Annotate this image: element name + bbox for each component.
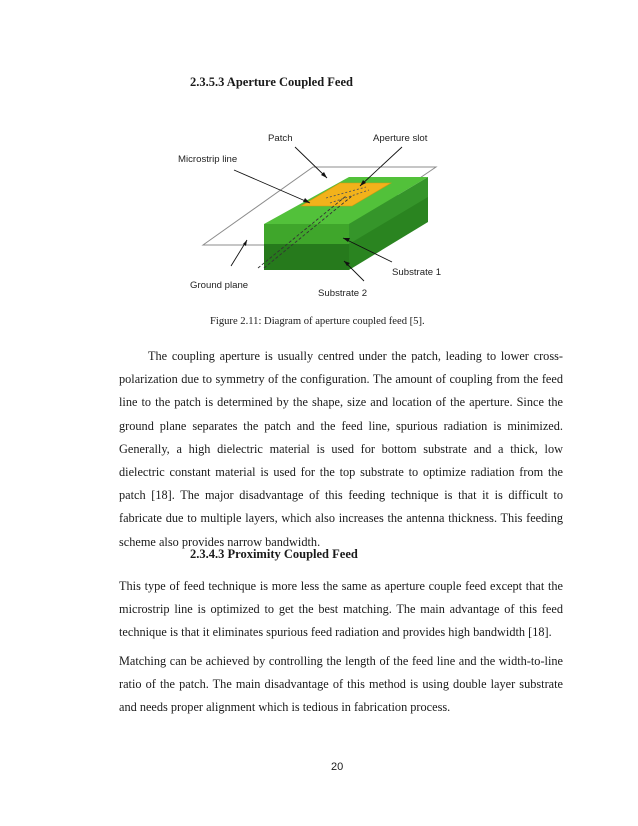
page-number: 20 <box>331 761 344 773</box>
label-ground-plane: Ground plane <box>190 280 249 291</box>
body-paragraph-1: The coupling aperture is usually centred under the patch, leading to lower cross-polarization due to symmetry of the configuration. The amount of coupling from the feed line to the patch is determined by the shape, size and location of the aperture. Since the ground plane separates the patch and the feed line, spurious radiation is minimized. Generally, a high dielectric material is used for bottom substrate and a thick, low dielectric constant material is used for the top substrate to optimize radiation from the patch [18]. The major disadvantage of this feeding technique is that it is difficult to fabricate due to multiple layers, which also increases the antenna thickness. This feeding scheme also provides narrow bandwidth. <box>119 349 563 549</box>
body-paragraph-2: This type of feed technique is more less the same as aperture couple feed except that the microstrip line is optimized to get the best matching. The main advantage of this feed technique is that it eliminates spurious feed radiation and provides high bandwidth [18]. <box>119 579 563 640</box>
label-aperture-slot: Aperture slot <box>373 133 428 144</box>
label-microstrip-line: Microstrip line <box>178 154 238 165</box>
subsection-heading: 2.3.4.3 Proximity Coupled Feed <box>190 547 358 561</box>
label-patch: Patch <box>268 133 293 144</box>
substrate2-front <box>264 242 349 270</box>
figure-caption: Figure 2.11: Diagram of aperture coupled feed [5]. <box>210 316 425 327</box>
substrate1-front <box>264 224 349 244</box>
label-substrate-2: Substrate 2 <box>318 288 368 299</box>
section-heading: 2.3.5.3 Aperture Coupled Feed <box>190 75 353 89</box>
label-substrate-1: Substrate 1 <box>392 267 442 278</box>
body-paragraph-3: Matching can be achieved by controlling the length of the feed line and the width-to-line ratio of the patch. The main disadvantage of this method is using double layer substrate and needs proper alignment which is tedious in fabrication process. <box>119 654 563 715</box>
aperture-coupled-feed-diagram <box>170 125 470 305</box>
